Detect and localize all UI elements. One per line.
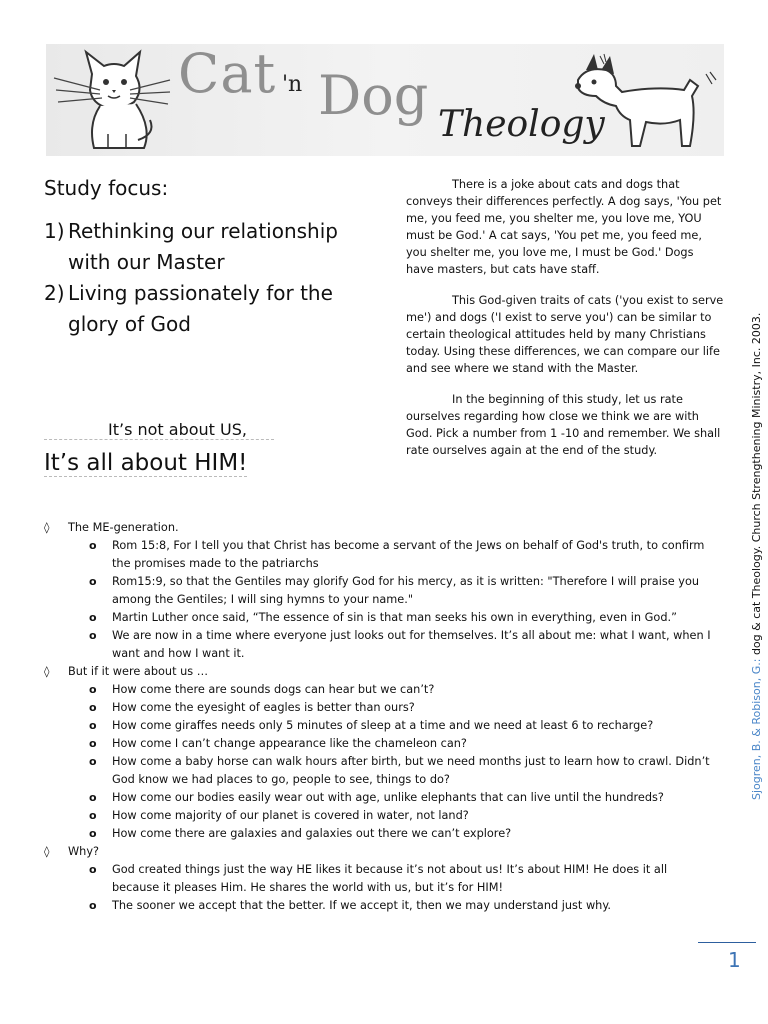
outline-item-text: How come the eyesight of eagles is better than ours? bbox=[112, 701, 415, 714]
circle-bullet-icon: o bbox=[89, 575, 97, 588]
outline-item bbox=[44, 717, 714, 735]
outline-item-text: We are now in a time where everyone just looks out for themselves. It’s all about me: what I want, when I want and how I want it. bbox=[112, 629, 711, 660]
outline-item-text: God created things just the way HE likes it because it’s not about us! It’s about HIM! He does it all because it pleases Him. He shares the world with us, but it’s for HIM! bbox=[112, 863, 668, 894]
study-focus-text: Rethinking our relationship with our Master bbox=[68, 219, 338, 274]
intro-paragraph: This God-given traits of cats ('you exist to serve me') and dogs ('I exist to serve you') can be similar to certain theological attitudes held by many Christians today. Using these differences, we can compare our life and see where we stand with the Master. bbox=[406, 294, 724, 375]
study-focus-text: Living passionately for the glory of God bbox=[68, 281, 333, 336]
circle-bullet-icon: o bbox=[89, 755, 97, 768]
circle-bullet-icon: o bbox=[89, 827, 97, 840]
outline-item-text: Rom 15:8, For I tell you that Christ has become a servant of the Jews on behalf of God's truth, to confirm the promises made to the patriarchs bbox=[112, 539, 705, 570]
outline bbox=[44, 519, 714, 915]
circle-bullet-icon: o bbox=[89, 809, 97, 822]
circle-bullet-icon: o bbox=[89, 701, 97, 714]
outline-item-text: How come there are galaxies and galaxies out there we can’t explore? bbox=[112, 827, 512, 840]
citation-title: dog & cat Theology. Church Strengthening Ministry, Inc. 2003. bbox=[750, 312, 763, 659]
study-focus-item bbox=[44, 278, 364, 340]
citation-text bbox=[750, 313, 763, 800]
circle-bullet-icon: o bbox=[89, 899, 97, 912]
outline-section bbox=[44, 519, 714, 537]
banner-title-theology: Theology bbox=[438, 104, 605, 145]
circle-bullet-icon: o bbox=[89, 539, 97, 552]
diamond-bullet-icon: ◊ bbox=[44, 521, 50, 534]
page-number: 1 bbox=[728, 948, 741, 972]
outline-item-text: How come our bodies easily wear out with age, unlike elephants that can live until the hundreds? bbox=[112, 791, 664, 804]
outline-item-text: How come a baby horse can walk hours after birth, but we need months just to learn how to crawl. Didn’t God know we had places to go, people to see, things to do? bbox=[112, 755, 710, 786]
outline-item-text: How come majority of our planet is covered in water, not land? bbox=[112, 809, 469, 822]
circle-bullet-icon: o bbox=[89, 863, 97, 876]
circle-bullet-icon: o bbox=[89, 719, 97, 732]
outline-section-title: But if it were about us … bbox=[68, 665, 209, 678]
outline-item-text: Rom15:9, so that the Gentiles may glorify God for his mercy, as it is written: "Therefore I will praise you among the Gentiles; I will sing hymns to your name." bbox=[112, 575, 700, 606]
outline-section bbox=[44, 663, 714, 681]
outline-item bbox=[44, 897, 714, 915]
tagline-not-about-us: It’s not about US, bbox=[44, 420, 274, 440]
banner-title-dog: Dog bbox=[318, 64, 429, 127]
outline-section bbox=[44, 843, 714, 861]
circle-bullet-icon: o bbox=[89, 791, 97, 804]
banner-title-cat: Cat bbox=[178, 42, 277, 105]
study-focus-number: 2) bbox=[44, 281, 65, 305]
study-focus-heading: Study focus: bbox=[44, 176, 169, 200]
banner-title-n: 'n bbox=[282, 72, 303, 97]
outline-item bbox=[44, 699, 714, 717]
intro-paragraph: There is a joke about cats and dogs that conveys their differences perfectly. A dog says, 'You pet me, you feed me, you shelter me, you love me, YOU must be God.' A cat says, 'You pet me, you feed me, you shelter me, you love me, I must be God.' Dogs have masters, but cats have staff. bbox=[406, 178, 722, 276]
outline-item-text: How come there are sounds dogs can hear but we can’t? bbox=[112, 683, 435, 696]
outline-item bbox=[44, 627, 714, 663]
outline-item bbox=[44, 807, 714, 825]
outline-item bbox=[44, 735, 714, 753]
outline-item bbox=[44, 609, 714, 627]
citation-authors: Sjogren, B. & Robison, G.: bbox=[750, 658, 763, 800]
outline-item-text: How come giraffes needs only 5 minutes of sleep at a time and we need at least 6 to recharge? bbox=[112, 719, 654, 732]
diamond-bullet-icon: ◊ bbox=[44, 845, 50, 858]
outline-item bbox=[44, 681, 714, 699]
circle-bullet-icon: o bbox=[89, 683, 97, 696]
study-focus bbox=[44, 176, 364, 340]
cat-illustration bbox=[52, 44, 172, 154]
outline-item-text: Martin Luther once said, “The essence of sin is that man seeks his own in everything, even in God.” bbox=[112, 611, 677, 624]
circle-bullet-icon: o bbox=[89, 737, 97, 750]
study-focus-item bbox=[44, 216, 364, 278]
outline-item bbox=[44, 789, 714, 807]
intro-text bbox=[406, 176, 724, 473]
tagline-about-him: It’s all about HIM! bbox=[44, 450, 248, 476]
outline-item bbox=[44, 537, 714, 573]
outline-section-title: The ME-generation. bbox=[68, 521, 179, 534]
outline-item bbox=[44, 861, 714, 897]
diamond-bullet-icon: ◊ bbox=[44, 665, 50, 678]
circle-bullet-icon: o bbox=[89, 611, 97, 624]
citation-sidebar bbox=[730, 280, 763, 800]
study-focus-number: 1) bbox=[44, 219, 65, 243]
outline-item bbox=[44, 573, 714, 609]
circle-bullet-icon: o bbox=[89, 629, 97, 642]
intro-paragraph: In the beginning of this study, let us rate ourselves regarding how close we think we are with God. Pick a number from 1 -10 and remember. We shall rate ourselves again at the end of the study. bbox=[406, 393, 721, 457]
outline-item-text: The sooner we accept that the better. If we accept it, then we may understand just why. bbox=[112, 899, 612, 912]
outline-item bbox=[44, 825, 714, 843]
outline-section-title: Why? bbox=[68, 845, 100, 858]
page-number-rule bbox=[698, 942, 756, 943]
outline-item-text: How come I can’t change appearance like the chameleon can? bbox=[112, 737, 467, 750]
outline-item bbox=[44, 753, 714, 789]
